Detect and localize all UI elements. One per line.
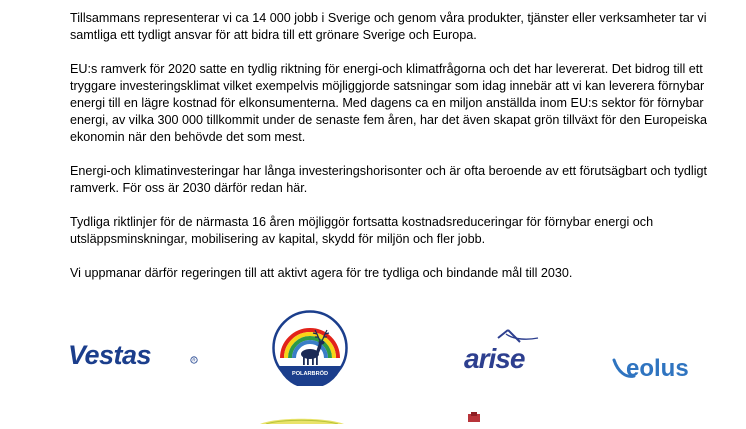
paragraph-3: Energi-och klimatinvesteringar har långa investeringshorisonter och är ofta beroende av ett förutsägbart och tydligt ramverk. För oss är 2030 därför redan här. [70, 164, 708, 195]
paragraph-1: Tillsammans representerar vi ca 14 000 jobb i Sverige och genom våra produkter, tjänster eller verksamheter tar vi samtliga ett tydligt ansvar för att bidra till ett grönare Sverige och Europa. [70, 11, 707, 42]
eolus-wordmark: eolus [626, 355, 689, 382]
document-body [70, 10, 730, 299]
eolus-logo [612, 350, 722, 384]
polarbrod-logo [272, 310, 348, 386]
vestas-logo [68, 340, 198, 370]
arise-logo [462, 328, 562, 374]
partial-logo-right-icon [466, 412, 484, 422]
partial-logo-left-icon [256, 416, 348, 424]
reindeer-logo-icon [272, 310, 348, 386]
eolus-swirl-icon [612, 350, 722, 384]
wind-swoosh-icon [462, 328, 562, 374]
partial-logo-left [256, 411, 348, 419]
partial-logo-right [466, 409, 484, 419]
registered-mark-icon [190, 356, 198, 364]
polarbrod-wordmark: POLARBRÖD [291, 371, 329, 377]
paragraph-4: Tydliga riktlinjer för de närmasta 16 åren möjliggör fortsatta kostnadsreduceringar för förnybar energi och utsläppsminskningar, mobilisering av kapital, skydd för miljön och fler jobb. [70, 215, 654, 246]
vestas-wordmark: Vestas [68, 340, 152, 370]
arise-wordmark: arise [464, 343, 525, 374]
paragraph-5: Vi uppmanar därför regeringen till att aktivt agera för tre tydliga och bindande mål till 2030. [70, 266, 573, 280]
paragraph-2: EU:s ramverk för 2020 satte en tydlig riktning för energi-och klimatfrågorna och det har levererat. Det bidrog till ett tryggare investeringsklimat vilket exempelvis möjliggjorde satsningar som idag innebär att vi kan leverera förnybar energi till en lägre kostnad för elkonsumenterna. Med dagens ca en miljon anställda inom EU:s sektor för förnybar energi, av vilka 300 000 tillkommit under de senaste fem åren, har det även skapat grön tillväxt för den Europeiska ekonomin när den behövde det som mest. [70, 62, 708, 144]
svg-text:R: R [192, 357, 196, 363]
